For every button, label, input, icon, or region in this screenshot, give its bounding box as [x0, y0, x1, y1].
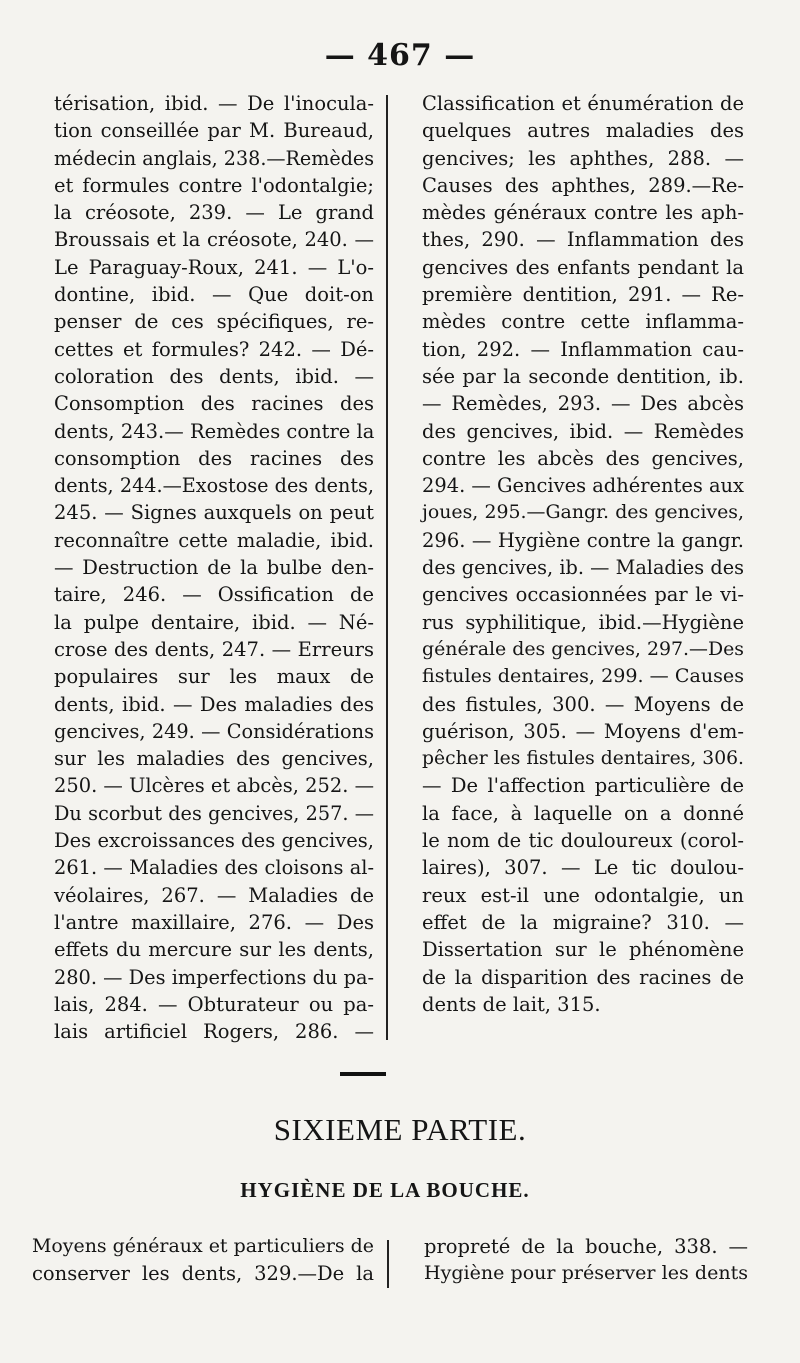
page-number: — 467 — [324, 38, 476, 73]
text-line: contre les abcès des gencives, [422, 446, 744, 470]
text-line: Du scorbut des gencives, 257. — [54, 801, 374, 825]
text-line: effets du mercure sur les dents, [54, 938, 374, 962]
text-line: la face, à laquelle on a donné [422, 801, 744, 825]
text-line: fistules dentaires, 299. — Causes [422, 665, 744, 688]
text-line: reux est-il une odontalgie, un [422, 883, 744, 907]
text-line: des fistules, 300. — Moyens de [422, 692, 744, 716]
text-line: sée par la seconde dentition, ib. [422, 364, 744, 388]
text-line: médecin anglais, 238.—Remèdes [54, 146, 375, 170]
text-line: générale des gencives, 297.—Des [422, 637, 744, 660]
bottom-column-divider [387, 1240, 389, 1288]
text-line: coloration des dents, ibid. — [54, 364, 374, 388]
part-title: SIXIEME PARTIE. [273, 1112, 527, 1147]
right-text-column [422, 90, 744, 1018]
text-line: tion, 292. — Inflammation cau- [422, 337, 744, 361]
text-line: première dentition, 291. — Re- [422, 283, 744, 307]
text-line: cettes et formules? 242. — Dé- [54, 337, 374, 361]
text-line: quelques autres maladies des [422, 119, 744, 143]
text-line: et formules contre l'odontalgie; [54, 173, 374, 197]
text-line: mèdes généraux contre les aph- [422, 201, 744, 225]
text-line: dents de lait, 315. [422, 992, 601, 1016]
text-line: dents, 243.— Remèdes contre la [54, 419, 375, 443]
text-line: lais artificiel Rogers, 286. — [54, 1020, 374, 1044]
text-line: Des excroissances des gencives, [54, 829, 374, 853]
text-line: gencives, 249. — Considérations [54, 719, 374, 743]
text-line: pêcher les fistules dentaires, 306. [422, 748, 744, 770]
text-line: 280. — Des imperfections du pa- [54, 965, 374, 989]
text-line: l'antre maxillaire, 276. — Des [54, 910, 374, 934]
text-line: des gencives, ib. — Maladies des [422, 556, 744, 580]
text-line: gencives; les aphthes, 288. — [422, 146, 744, 170]
text-line: 294. — Gencives adhérentes aux [422, 474, 745, 498]
text-line: reconnaître cette maladie, ibid. [54, 528, 374, 552]
text-line: — De l'affection particulière de [422, 774, 744, 798]
text-line: lais, 284. — Obturateur ou pa- [54, 992, 374, 1016]
text-line: thes, 290. — Inflammation des [422, 228, 744, 252]
bottom-left-text [32, 1233, 374, 1287]
text-line: joues, 295.—Gangr. des gencives, [422, 501, 744, 524]
text-line: dents, ibid. — Des maladies des [54, 692, 374, 716]
text-line: gencives occasionnées par le vi- [422, 583, 744, 607]
section-separator-rule [340, 1072, 386, 1076]
text-line: conserver les dents, 329.—De la [32, 1262, 374, 1285]
text-line: térisation, ibid. — De l'inocula- [54, 92, 374, 115]
text-line: crose des dents, 247. — Erreurs [54, 637, 374, 661]
text-line: le nom de tic douloureux (corol- [422, 829, 744, 853]
text-line: penser de ces spécifiques, re- [54, 310, 374, 334]
text-line: 245. — Signes auxquels on peut [54, 501, 374, 525]
text-line: de la disparition des racines de [422, 965, 744, 989]
text-line: gencives des enfants pendant la [422, 255, 744, 279]
bottom-right-text [424, 1233, 748, 1287]
text-line: 261. — Maladies des cloisons al- [54, 856, 374, 880]
text-line: — Remèdes, 293. — Des abcès [422, 392, 744, 416]
text-line: Broussais et la créosote, 240. — [54, 228, 374, 252]
text-line: populaires sur les maux de [54, 665, 374, 689]
text-line: laires), 307. — Le tic doulou- [422, 856, 744, 880]
text-line: sur les maladies des gencives, [54, 747, 374, 771]
text-line: mèdes contre cette inflamma- [422, 310, 744, 334]
text-line: 250. — Ulcères et abcès, 252. — [54, 774, 374, 798]
text-line: Hygiène pour préserver les dents [424, 1262, 748, 1284]
text-line: la créosote, 239. — Le grand [54, 201, 374, 225]
text-line: consomption des racines des [54, 446, 374, 470]
text-line: dontine, ibid. — Que doit-on [54, 283, 374, 307]
text-line: 296. — Hygiène contre la gangr. [422, 528, 744, 552]
text-line: Le Paraguay-Roux, 241. — L'o- [54, 255, 374, 279]
text-line: tion conseillée par M. Bureaud, [54, 119, 374, 143]
text-line: dents, 244.—Exostose des dents, [54, 474, 374, 498]
text-line: Dissertation sur le phénomène [422, 938, 744, 962]
text-line: rus syphilitique, ibid.—Hygiène [422, 610, 744, 634]
text-line: propreté de la bouche, 338. — [424, 1235, 748, 1258]
text-line: taire, 246. — Ossification de [54, 583, 374, 607]
section-title: HYGIÈNE DE LA BOUCHE. [240, 1178, 530, 1202]
text-line: des gencives, ibid. — Remèdes [422, 419, 744, 443]
text-line: effet de la migraine? 310. — [422, 910, 744, 934]
column-divider [386, 95, 388, 1040]
text-line: Consomption des racines des [54, 392, 374, 416]
text-line: guérison, 305. — Moyens d'em- [422, 719, 744, 743]
text-line: Classification et énumération de [422, 92, 744, 115]
left-text-column [54, 90, 374, 1045]
text-line: — Destruction de la bulbe den- [54, 556, 374, 580]
text-line: Causes des aphthes, 289.—Re- [422, 173, 744, 197]
text-line: la pulpe dentaire, ibid. — Né- [54, 610, 374, 634]
text-line: véolaires, 267. — Maladies de [54, 883, 374, 907]
text-line: Moyens généraux et particuliers de [32, 1235, 374, 1257]
